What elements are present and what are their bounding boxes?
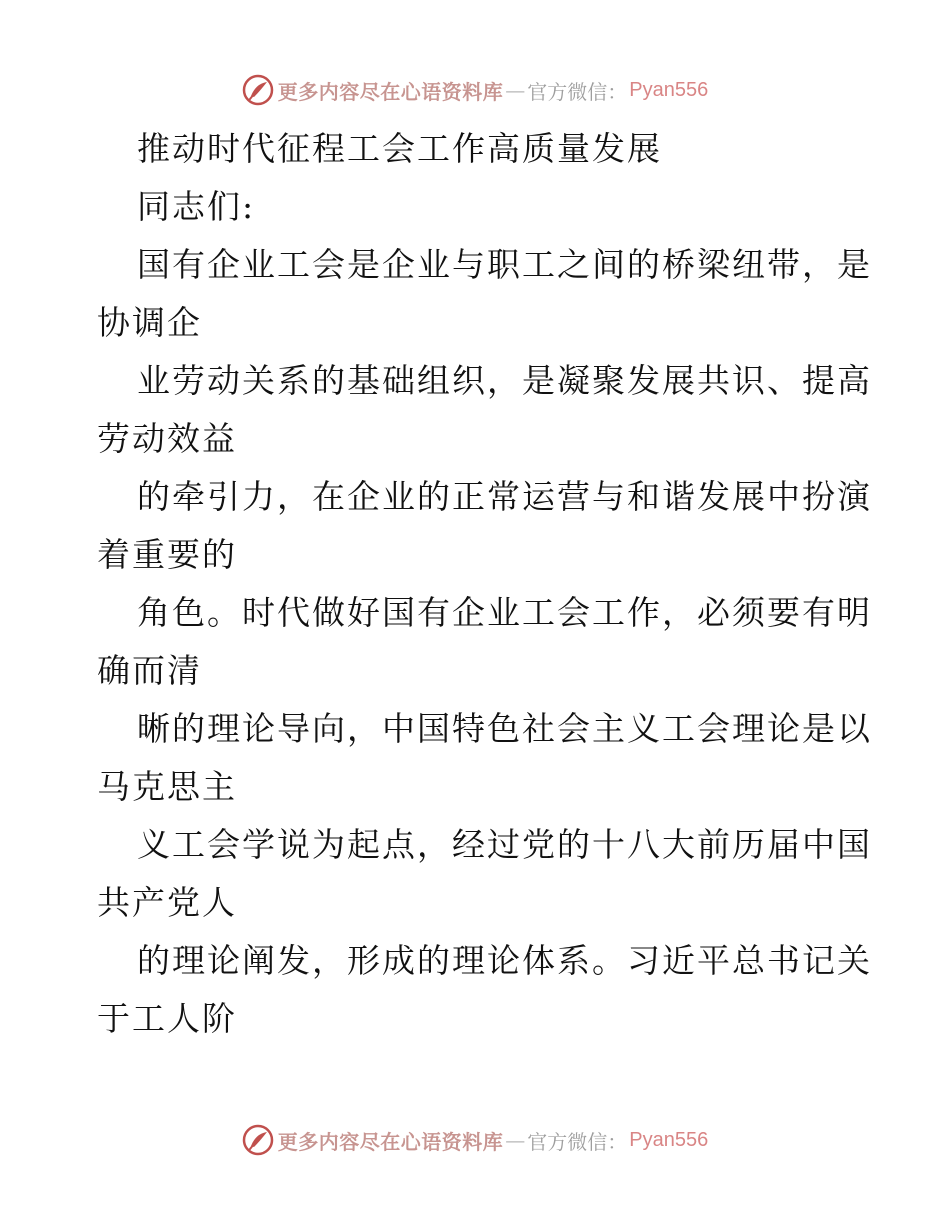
paragraph-line: 的理论阐发，形成的理论体系。习近平总书记关 [137,941,872,980]
salutation: 同志们: [137,187,256,226]
footer-watermark [0,1120,950,1160]
paragraph-line: 协调企 [97,303,202,342]
paragraph-line: 确而清 [97,651,202,690]
paragraph-line: 的牵引力，在企业的正常运营与和谐发展中扮演 [137,477,872,516]
watermark-separator: — [505,78,526,102]
paragraph-line: 于工人阶 [97,999,237,1038]
brand-logo-icon [242,1124,274,1156]
watermark-wechat-label: 官方微信： [527,1129,628,1154]
header-watermark [0,70,950,110]
document-title: 推动时代征程工会工作高质量发展 [137,129,662,168]
watermark-wechat-label: 官方微信： [527,79,628,104]
watermark-text: 更多内容尽在心语资料库 [277,79,504,104]
watermark-separator: — [505,1128,526,1152]
paragraph-line: 共产党人 [97,883,237,922]
watermark-wechat-id: Pyan556 [629,1128,709,1151]
paragraph-line: 角色。时代做好国有企业工会工作，必须要有明 [137,593,872,632]
brand-logo-icon [242,74,274,106]
paragraph-line: 义工会学说为起点，经过党的十八大前历届中国 [137,825,872,864]
document-body [97,120,872,1048]
paragraph-line: 晰的理论导向，中国特色社会主义工会理论是以 [137,709,872,748]
paragraph-line: 劳动效益 [97,419,237,458]
watermark-wechat-id: Pyan556 [629,78,709,101]
watermark-text: 更多内容尽在心语资料库 [277,1129,504,1154]
paragraph-line: 着重要的 [97,535,237,574]
paragraph-line: 马克思主 [97,767,237,806]
paragraph-line: 业劳动关系的基础组织，是凝聚发展共识、提高 [137,361,872,400]
paragraph-line: 国有企业工会是企业与职工之间的桥梁纽带，是 [137,245,872,284]
